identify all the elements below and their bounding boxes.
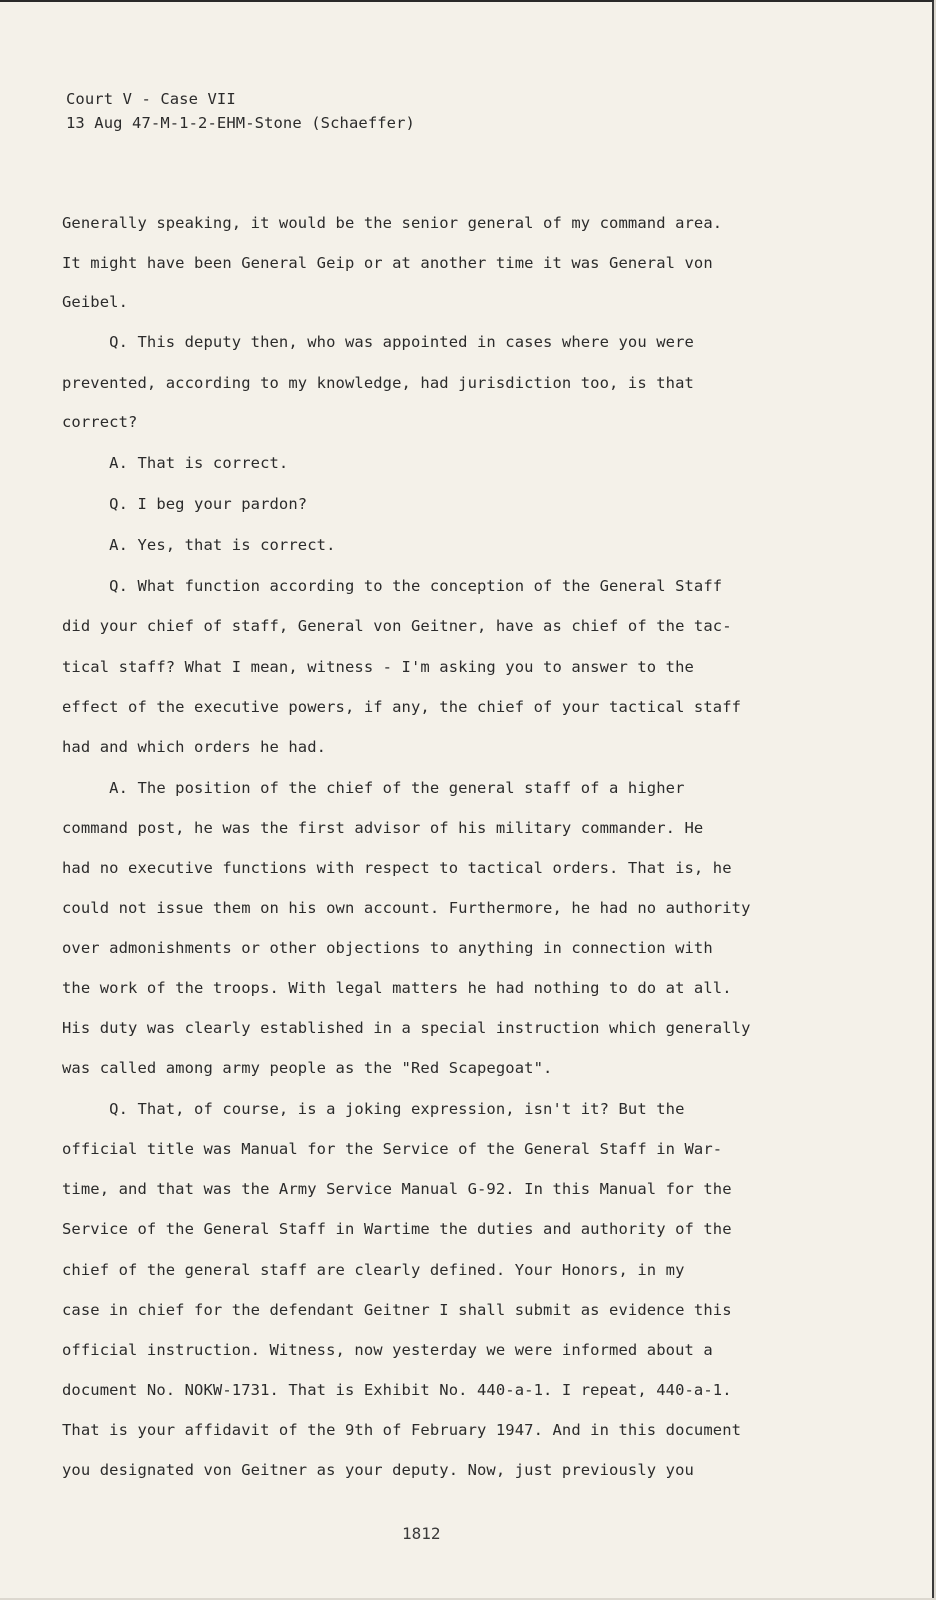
transcript-line: had no executive functions with respect to tactical orders. That is, he — [62, 859, 732, 877]
transcript-line: official instruction. Witness, now yesterday we were informed about a — [62, 1341, 713, 1359]
transcript-line: official title was Manual for the Service of the General Staff in War- — [62, 1140, 723, 1158]
transcript-line: It might have been General Geip or at another time it was General von — [62, 254, 713, 272]
transcript-line: A. Yes, that is correct. — [62, 536, 336, 554]
header-session-line: 13 Aug 47-M-1-2-EHM-Stone (Schaeffer) — [66, 114, 415, 132]
transcript-line: had and which orders he had. — [62, 738, 327, 756]
transcript-line: Q. I beg your pardon? — [62, 495, 308, 513]
transcript-line: Q. That, of course, is a joking expression, isn't it? But the — [62, 1100, 685, 1118]
transcript-line: effect of the executive powers, if any, the chief of your tactical staff — [62, 698, 742, 716]
transcript-line: chief of the general staff are clearly defined. Your Honors, in my — [62, 1261, 685, 1279]
transcript-line: case in chief for the defendant Geitner I shall submit as evidence this — [62, 1301, 732, 1319]
transcript-line: Geibel. — [62, 293, 129, 311]
page-number: 1812 — [402, 1524, 441, 1543]
transcript-line: document No. NOKW-1731. That is Exhibit No. 440-a-1. I repeat, 440-a-1. — [62, 1381, 732, 1399]
transcript-line: the work of the troops. With legal matters he had nothing to do at all. — [62, 979, 732, 997]
transcript-line: you designated von Geitner as your deputy. Now, just previously you — [62, 1461, 694, 1479]
header-court-line: Court V - Case VII — [66, 90, 236, 108]
transcript-line: tical staff? What I mean, witness - I'm asking you to answer to the — [62, 658, 694, 676]
transcript-line: prevented, according to my knowledge, had jurisdiction too, is that — [62, 374, 694, 392]
transcript-line: That is your affidavit of the 9th of February 1947. And in this document — [62, 1421, 742, 1439]
transcript-line: command post, he was the first advisor of his military commander. He — [62, 819, 704, 837]
transcript-line: over admonishments or other objections to anything in connection with — [62, 939, 713, 957]
transcript-line: Generally speaking, it would be the senior general of my command area. — [62, 214, 723, 232]
transcript-line: correct? — [62, 413, 138, 431]
transcript-line: did your chief of staff, General von Geitner, have as chief of the tac- — [62, 617, 732, 635]
transcript-line: A. That is correct. — [62, 454, 289, 472]
transcript-line: time, and that was the Army Service Manual G-92. In this Manual for the — [62, 1180, 732, 1198]
transcript-line: was called among army people as the "Red Scapegoat". — [62, 1059, 553, 1077]
transcript-line: A. The position of the chief of the general staff of a higher — [62, 779, 685, 797]
transcript-line: could not issue them on his own account. Furthermore, he had no authority — [62, 899, 751, 917]
transcript-line: Q. What function according to the conception of the General Staff — [62, 577, 723, 595]
transcript-line: Service of the General Staff in Wartime the duties and authority of the — [62, 1220, 732, 1238]
transcript-line: Q. This deputy then, who was appointed in cases where you were — [62, 333, 694, 351]
transcript-line: His duty was clearly established in a special instruction which generally — [62, 1019, 751, 1037]
